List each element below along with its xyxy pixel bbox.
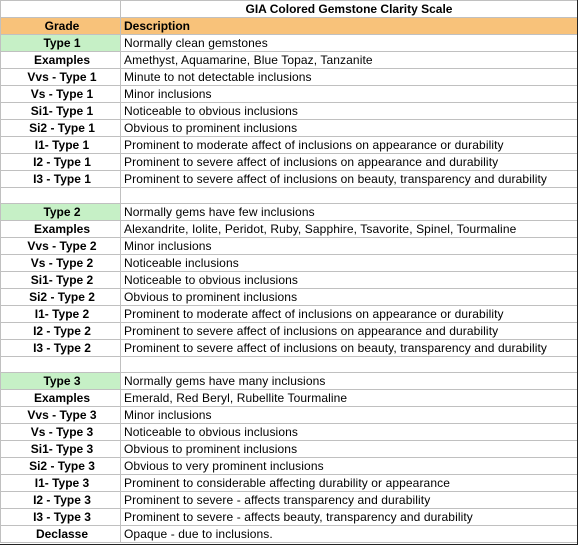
description-cell[interactable]: Prominent to moderate affect of inclusions on appearance or durability — [121, 306, 578, 323]
table-row — [1, 289, 578, 306]
grade-cell[interactable]: I1- Type 2 — [1, 306, 121, 323]
grade-cell[interactable]: Examples — [1, 52, 121, 69]
table-row — [1, 154, 578, 171]
description-cell[interactable]: Amethyst, Aquamarine, Blue Topaz, Tanzanite — [121, 52, 578, 69]
description-cell[interactable] — [121, 357, 578, 373]
grade-cell[interactable]: Vs - Type 1 — [1, 86, 121, 103]
description-cell[interactable]: Prominent to considerable affecting durability or appearance — [121, 475, 578, 492]
grade-cell[interactable]: I2 - Type 3 — [1, 492, 121, 509]
description-cell[interactable]: Prominent to severe - affects beauty, transparency and durability — [121, 509, 578, 526]
table-row — [1, 441, 578, 458]
table-title[interactable]: GIA Colored Gemstone Clarity Scale — [121, 1, 578, 18]
table-row — [1, 475, 578, 492]
table-row — [1, 103, 578, 120]
grade-cell[interactable]: Declasse — [1, 526, 121, 543]
description-cell[interactable]: Prominent to severe affect of inclusions on beauty, transparency and durability — [121, 340, 578, 357]
grade-cell[interactable]: Vvs - Type 2 — [1, 238, 121, 255]
grade-cell[interactable]: Si1- Type 1 — [1, 103, 121, 120]
grade-cell[interactable]: Vs - Type 2 — [1, 255, 121, 272]
grade-cell[interactable] — [1, 357, 121, 373]
grade-cell[interactable]: Type 3 — [1, 373, 121, 390]
grade-cell[interactable]: Si2 - Type 3 — [1, 458, 121, 475]
grade-cell[interactable]: Examples — [1, 390, 121, 407]
type-row — [1, 35, 578, 52]
description-column-header[interactable]: Description — [121, 18, 578, 35]
grade-column-header[interactable]: Grade — [1, 18, 121, 35]
table-row — [1, 238, 578, 255]
table-body — [1, 1, 578, 543]
blank-row — [1, 357, 578, 373]
description-cell[interactable]: Obvious to prominent inclusions — [121, 441, 578, 458]
description-cell[interactable]: Noticeable to obvious inclusions — [121, 103, 578, 120]
grade-cell[interactable]: I1- Type 1 — [1, 137, 121, 154]
description-cell[interactable]: Normally gems have few inclusions — [121, 204, 578, 221]
table-row — [1, 52, 578, 69]
grade-cell[interactable]: Si1- Type 2 — [1, 272, 121, 289]
description-cell[interactable]: Obvious to prominent inclusions — [121, 289, 578, 306]
description-cell[interactable]: Noticeable to obvious inclusions — [121, 424, 578, 441]
grade-cell[interactable]: Vs - Type 3 — [1, 424, 121, 441]
description-cell[interactable]: Normally clean gemstones — [121, 35, 578, 52]
type-row — [1, 373, 578, 390]
grade-cell[interactable]: Type 1 — [1, 35, 121, 52]
description-cell[interactable]: Noticeable inclusions — [121, 255, 578, 272]
table-row — [1, 424, 578, 441]
grade-cell[interactable]: Si1- Type 3 — [1, 441, 121, 458]
description-cell[interactable]: Prominent to moderate affect of inclusions on appearance or durability — [121, 137, 578, 154]
grade-cell[interactable]: I3 - Type 1 — [1, 171, 121, 188]
description-cell[interactable]: Noticeable to obvious inclusions — [121, 272, 578, 289]
description-cell[interactable]: Prominent to severe - affects transparency and durability — [121, 492, 578, 509]
grade-cell[interactable]: I3 - Type 2 — [1, 340, 121, 357]
description-cell[interactable]: Emerald, Red Beryl, Rubellite Tourmaline — [121, 390, 578, 407]
description-cell[interactable]: Minute to not detectable inclusions — [121, 69, 578, 86]
grade-cell[interactable]: Vvs - Type 3 — [1, 407, 121, 424]
table-row — [1, 509, 578, 526]
table-row — [1, 221, 578, 238]
grade-cell[interactable]: Examples — [1, 221, 121, 238]
grade-cell[interactable]: I3 - Type 3 — [1, 509, 121, 526]
grade-cell[interactable]: I2 - Type 2 — [1, 323, 121, 340]
description-cell[interactable]: Alexandrite, Iolite, Peridot, Ruby, Sapphire, Tsavorite, Spinel, Tourmaline — [121, 221, 578, 238]
title-row — [1, 1, 578, 18]
description-cell[interactable]: Prominent to severe affect of inclusions on beauty, transparency and durability — [121, 171, 578, 188]
type-row — [1, 204, 578, 221]
grade-cell[interactable]: Type 2 — [1, 204, 121, 221]
grade-cell[interactable]: Si2 - Type 2 — [1, 289, 121, 306]
table-row — [1, 492, 578, 509]
table-row — [1, 340, 578, 357]
header-row — [1, 18, 578, 35]
grade-cell[interactable] — [1, 188, 121, 204]
description-cell[interactable]: Obvious to prominent inclusions — [121, 120, 578, 137]
title-blank-cell[interactable] — [1, 1, 121, 18]
grade-cell[interactable]: Si2 - Type 1 — [1, 120, 121, 137]
table-row — [1, 171, 578, 188]
table-row — [1, 272, 578, 289]
description-cell[interactable]: Minor inclusions — [121, 86, 578, 103]
description-cell[interactable]: Prominent to severe affect of inclusions on appearance and durability — [121, 154, 578, 171]
description-cell[interactable] — [121, 188, 578, 204]
table-row — [1, 86, 578, 103]
table-row — [1, 255, 578, 272]
description-cell[interactable]: Obvious to very prominent inclusions — [121, 458, 578, 475]
table-row — [1, 69, 578, 86]
table-row — [1, 323, 578, 340]
description-cell[interactable]: Normally gems have many inclusions — [121, 373, 578, 390]
table-row — [1, 526, 578, 543]
table-row — [1, 306, 578, 323]
grade-cell[interactable]: Vvs - Type 1 — [1, 69, 121, 86]
description-cell[interactable]: Opaque - due to inclusions. — [121, 526, 578, 543]
grade-cell[interactable]: I2 - Type 1 — [1, 154, 121, 171]
description-cell[interactable]: Prominent to severe affect of inclusions on appearance and durability — [121, 323, 578, 340]
grade-cell[interactable]: I1- Type 3 — [1, 475, 121, 492]
table-row — [1, 390, 578, 407]
description-cell[interactable]: Minor inclusions — [121, 407, 578, 424]
blank-row — [1, 188, 578, 204]
table-row — [1, 137, 578, 154]
description-cell[interactable]: Minor inclusions — [121, 238, 578, 255]
table-row — [1, 458, 578, 475]
table-row — [1, 407, 578, 424]
table-row — [1, 120, 578, 137]
